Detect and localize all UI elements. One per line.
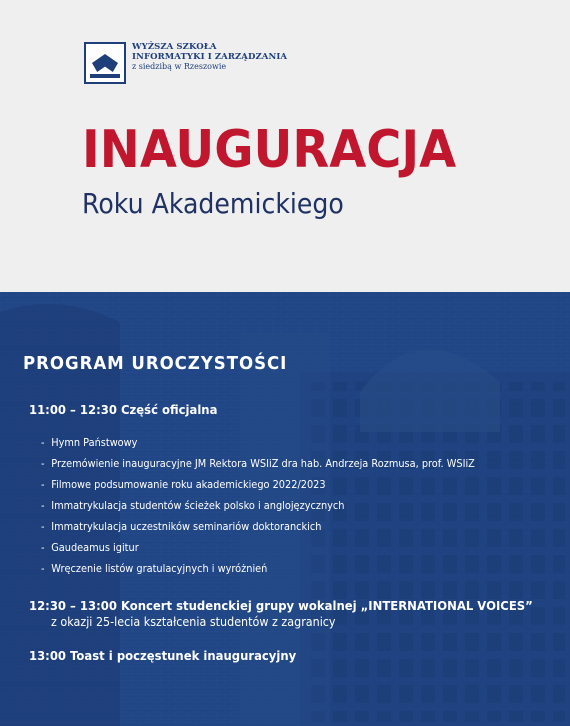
list-item: - Gaudeamus igitur xyxy=(41,542,139,554)
list-item: - Immatrykulacja studentów ścieżek polsko i anglojęzycznych xyxy=(41,500,345,512)
list-item: - Przemówienie inauguracyjne JM Rektora WSIiZ dra hab. Andrzeja Rozmusa, prof. WSIiZ xyxy=(41,458,475,470)
logo-line-3: z siedzibą w Rzeszowie xyxy=(132,62,227,71)
header-area xyxy=(0,0,570,292)
page-title: INAUGURACJA xyxy=(82,120,457,180)
section-concert-subtitle: z okazji 25-lecia kształcenia studentów z zagranicy xyxy=(51,615,336,629)
list-item: - Hymn Państwowy xyxy=(41,437,138,449)
list-item: - Filmowe podsumowanie roku akademickiego 2022/2023 xyxy=(41,479,326,491)
list-item: - Immatrykulacja uczestników seminariów doktoranckich xyxy=(41,521,322,533)
logo-text xyxy=(132,42,287,72)
official-items-list xyxy=(41,436,508,583)
logo-line-1: WYŻSZA SZKOŁA xyxy=(132,42,217,52)
section-toast: 13:00 Toast i poczęstunek inauguracyjny xyxy=(29,648,297,663)
program-panel xyxy=(0,292,570,726)
page-subtitle: Roku Akademickiego xyxy=(82,187,344,220)
list-item: - Wręczenie listów gratulacyjnych i wyróżnień xyxy=(41,563,268,575)
section-official: 11:00 – 12:30 Część oficjalna xyxy=(29,402,218,417)
school-logo xyxy=(84,42,287,84)
logo-line-2: INFORMATYKI I ZARZĄDZANIA xyxy=(132,52,288,62)
program-content xyxy=(0,292,570,726)
section-concert: 12:30 – 13:00 Koncert studenckiej grupy wokalnej „INTERNATIONAL VOICES” xyxy=(29,598,533,613)
program-title: PROGRAM UROCZYSTOŚCI xyxy=(23,354,288,374)
school-crest-icon xyxy=(84,42,126,84)
